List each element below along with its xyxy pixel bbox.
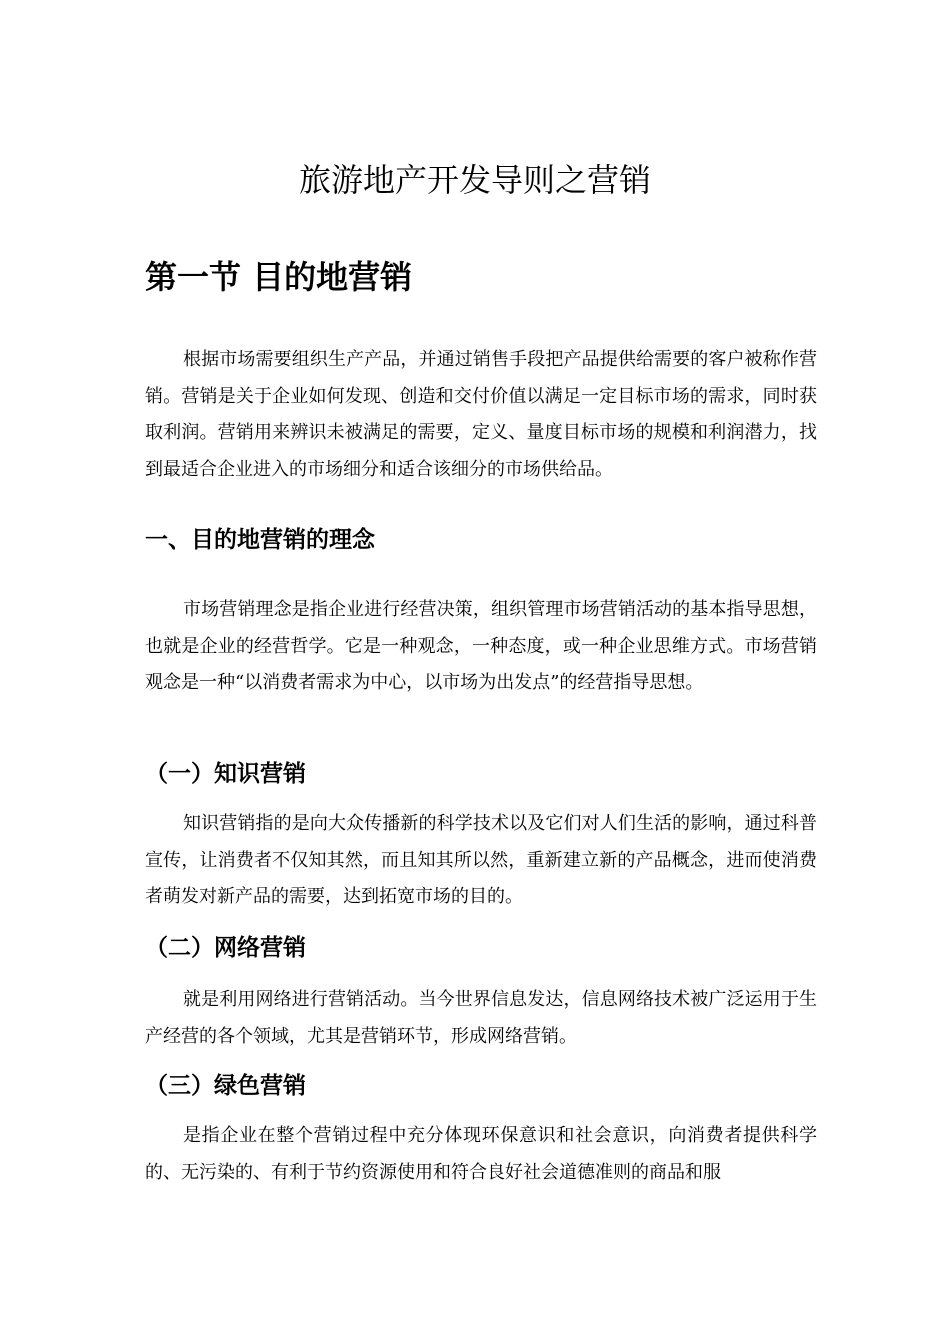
- intro-paragraph: 根据市场需要组织生产产品，并通过销售手段把产品提供给需要的客户被称作营销。营销是关于企业如何发现、创造和交付价值以满足一定目标市场的需求，同时获取利润。营销用来辨识未被满足的需要，定义、量度目标市场的规模和利润潜力，找到最适合企业进入的市场细分和适合该细分的市场供给品。: [145, 349, 817, 480]
- network-paragraph: 就是利用网络进行营销活动。当今世界信息发达，信息网络技术被广泛运用于生产经营的各个领域，尤其是营销环节，形成网络营销。: [145, 989, 817, 1047]
- section-heading: 第一节 目的地营销: [145, 258, 413, 296]
- concept-paragraph: 市场营销理念是指企业进行经营决策，组织管理市场营销活动的基本指导思想，也就是企业的经营哲学。它是一种观念，一种态度，或一种企业思维方式。市场营销观念是一种“以消费者需求为中心，以市场为出发点”的经营指导思想。: [145, 599, 817, 693]
- document-title: 旅游地产开发导则之营销: [298, 161, 651, 199]
- knowledge-paragraph: 知识营销指的是向大众传播新的科学技术以及它们对人们生活的影响，通过科普宣传，让消费者不仅知其然，而且知其所以然，重新建立新的产品概念，进而使消费者萌发对新产品的需要，达到拓宽市场的目的。: [145, 813, 817, 907]
- item-heading-network: （二）网络营销: [145, 935, 306, 961]
- subsection-heading-concept: 一、目的地营销的理念: [145, 527, 375, 553]
- item-heading-green: （三）绿色营销: [145, 1073, 306, 1099]
- item-heading-knowledge: （一）知识营销: [145, 761, 306, 787]
- green-paragraph: 是指企业在整个营销过程中充分体现环保意识和社会意识，向消费者提供科学的、无污染的、有利于节约资源使用和符合良好社会道德准则的商品和服: [145, 1125, 817, 1183]
